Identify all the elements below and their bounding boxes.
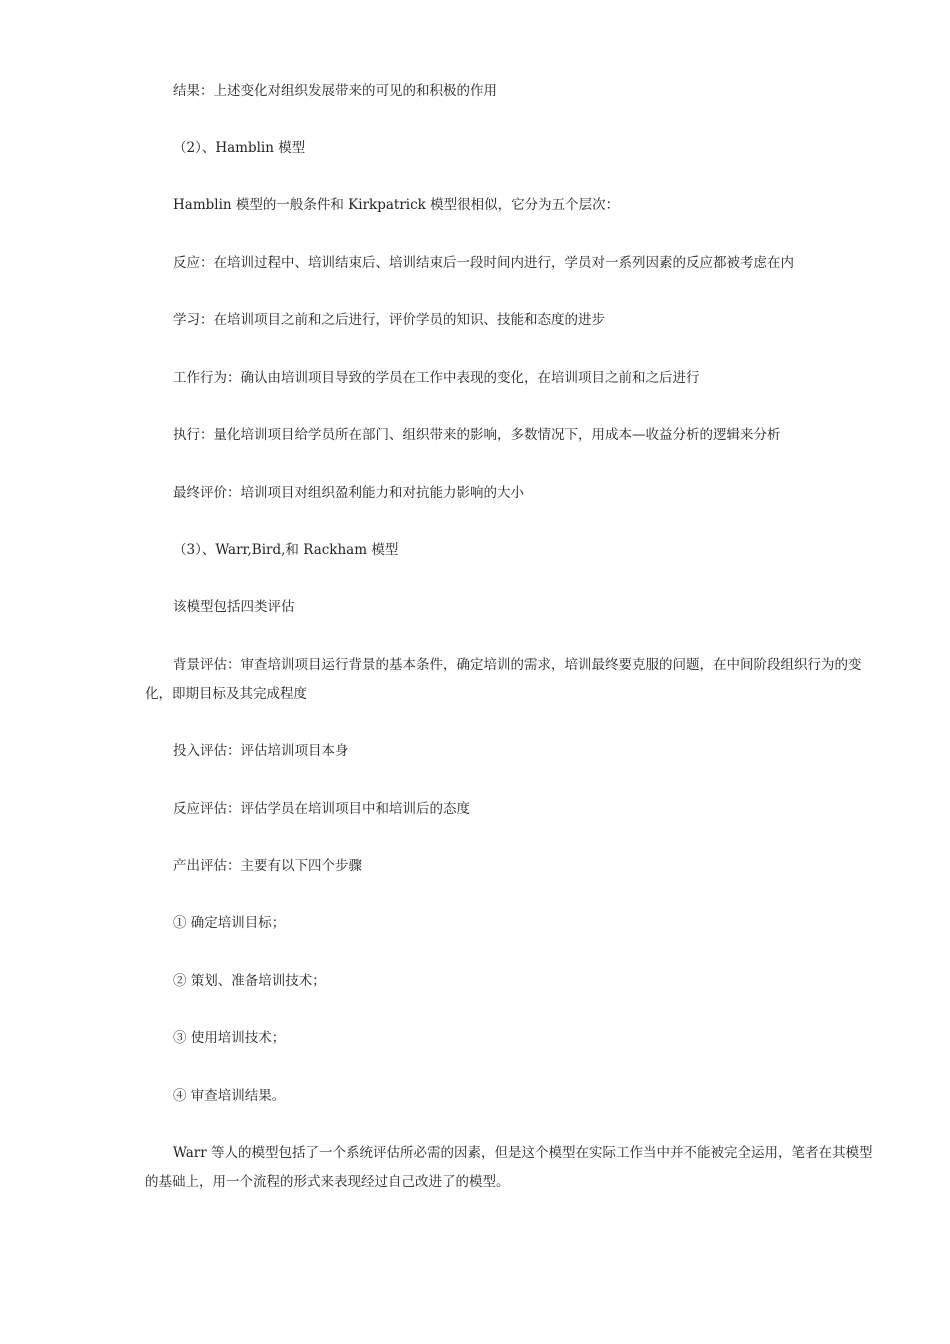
paragraph-input-evaluation: 投入评估：评估培训项目本身: [173, 743, 349, 759]
paragraph-job-behavior: 工作行为：确认由培训项目导致的学员在工作中表现的变化，在培训项目之前和之后进行: [173, 370, 700, 386]
paragraph-final-evaluation: 最终评价：培训项目对组织盈利能力和对抗能力影响的大小: [173, 485, 524, 501]
list-item-step-1: ① 确定培训目标；: [173, 915, 286, 931]
paragraph-warr-conclusion: Warr 等人的模型包括了一个系统评估所必需的因素，但是这个模型在实际工作当中并不能被完全运用，笔者在其模型的基础上，用一个流程的形式来表现经过自己改进了的模型。: [145, 1145, 873, 1190]
list-item-step-2: ② 策划、准备培训技术；: [173, 973, 326, 989]
paragraph-context-evaluation: 背景评估：审查培训项目运行背景的基本条件，确定培训的需求，培训最终要克服的问题，在中间阶段组织行为的变化，即期目标及其完成程度: [145, 657, 862, 702]
heading-hamblin-model: （2）、Hamblin 模型: [173, 140, 306, 156]
paragraph-hamblin-intro: Hamblin 模型的一般条件和 Kirkpatrick 模型很相似，它分为五个层次：: [173, 197, 620, 213]
paragraph-reaction: 反应：在培训过程中、培训结束后、培训结束后一段时间内进行，学员对一系列因素的反应都被考虑在内: [173, 255, 794, 271]
paragraph-results: 结果：上述变化对组织发展带来的可见的和积极的作用: [173, 83, 497, 99]
paragraph-output-evaluation: 产出评估：主要有以下四个步骤: [173, 858, 362, 874]
paragraph-execution: 执行：量化培训项目给学员所在部门、组织带来的影响，多数情况下，用成本—收益分析的逻辑来分析: [173, 427, 781, 443]
list-item-step-4: ④ 审查培训结果。: [173, 1088, 286, 1104]
paragraph-four-evaluations: 该模型包括四类评估: [173, 599, 295, 615]
heading-warr-bird-rackham-model: （3）、Warr,Bird,和 Rackham 模型: [173, 542, 399, 558]
paragraph-reaction-evaluation: 反应评估：评估学员在培训项目中和培训后的态度: [173, 801, 470, 817]
list-item-step-3: ③ 使用培训技术；: [173, 1030, 286, 1046]
paragraph-learning: 学习：在培训项目之前和之后进行，评价学员的知识、技能和态度的进步: [173, 312, 605, 328]
